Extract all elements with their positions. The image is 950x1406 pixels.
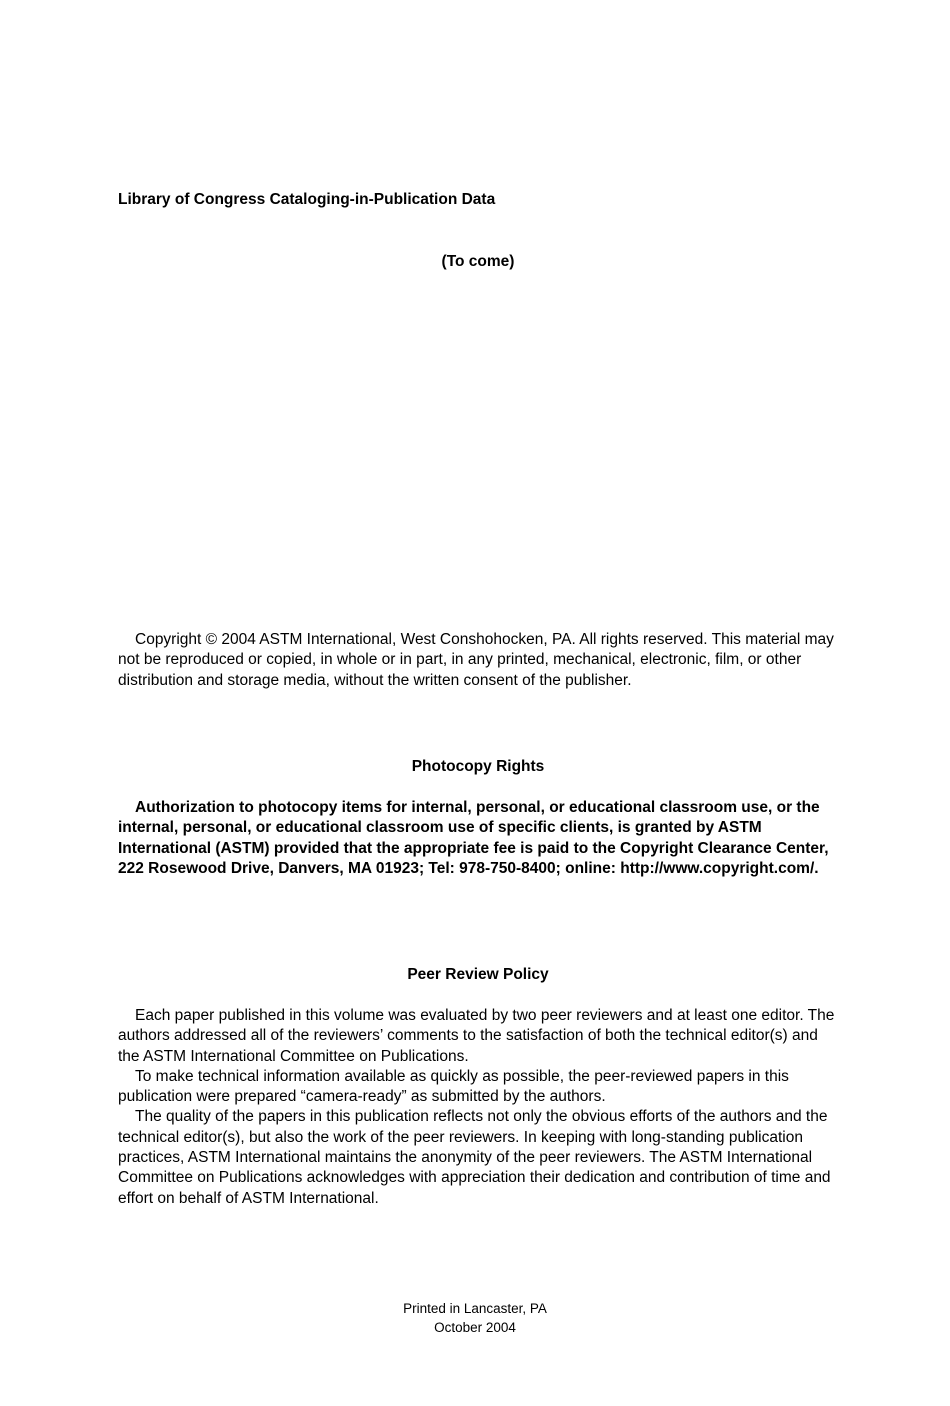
imprint (0, 1299, 950, 1337)
cip-heading: Library of Congress Cataloging-in-Publication Data (118, 191, 496, 208)
printed-location: Printed in Lancaster, PA (403, 1301, 547, 1316)
peer-review-paragraph: The quality of the papers in this publication reflects not only the obvious efforts of the authors and the technical editor(s), but also the work of the peer reviewers. In keeping with long-standing publication practices, ASTM International maintains the anonymity of the peer reviewers. The ASTM International Committee on Publications acknowledges with appreciation their dedication and contribution of time and effort on behalf of ASTM International. (118, 1108, 831, 1207)
photocopy-rights-text: Authorization to photocopy items for internal, personal, or educational classroom use, or the internal, personal, or educational classroom use of specific clients, is granted by ASTM International (ASTM) provided that the appropriate fee is paid to the Copyright Clearance Center, 222 Rosewood Drive, Danvers, MA 01923; Tel: 978-750-8400; online: http://www.copyright.com/. (118, 799, 829, 877)
peer-review-paragraph: Each paper published in this volume was evaluated by two peer reviewers and at least one editor. The authors addressed all of the reviewers’ comments to the satisfaction of both the technical editor(s) and the ASTM International Committee on Publications. (118, 1007, 835, 1065)
copyright-notice: Copyright © 2004 ASTM International, West Conshohocken, PA. All rights reserved. This material may not be reproduced or copied, in whole or in part, in any printed, mechanical, electronic, film, or other distribution and storage media, without the written consent of the publisher. (118, 631, 834, 689)
peer-review-body (118, 1006, 838, 1209)
printed-date: October 2004 (434, 1320, 516, 1335)
peer-review-heading: Peer Review Policy (407, 966, 549, 983)
cip-note: (To come) (441, 253, 515, 270)
peer-review-paragraph: To make technical information available as quickly as possible, the peer-reviewed papers in this publication were prepared “camera-ready” as submitted by the authors. (118, 1067, 789, 1106)
photocopy-heading: Photocopy Rights (411, 758, 545, 775)
